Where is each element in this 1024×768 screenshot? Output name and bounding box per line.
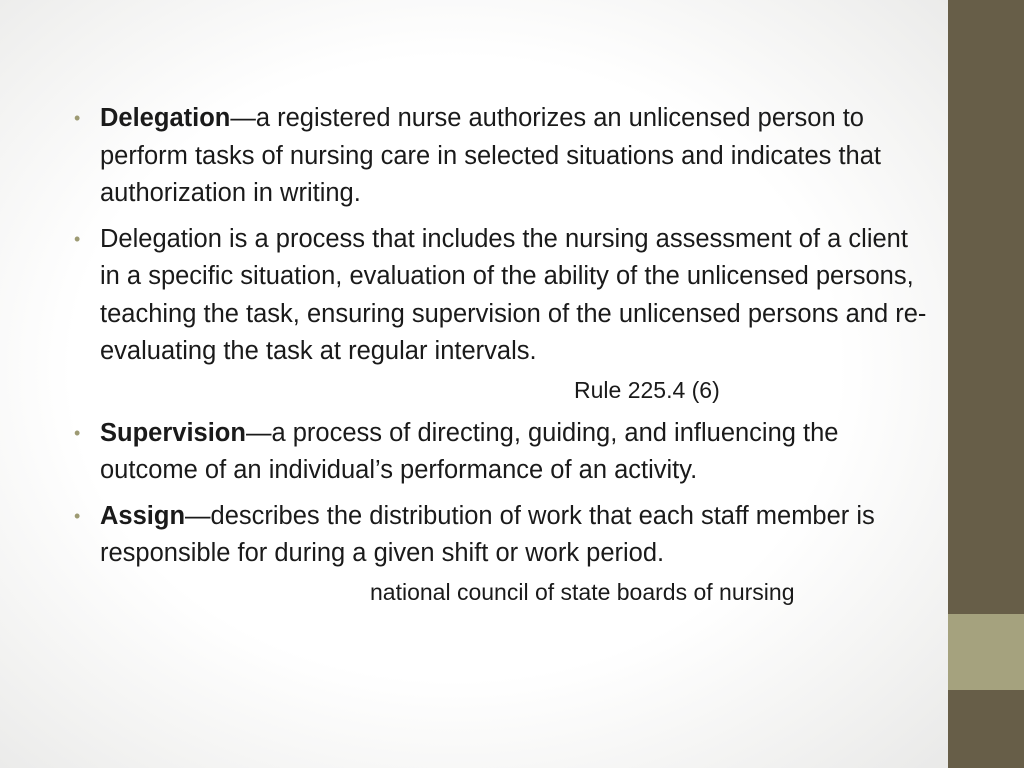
bullet-dot-icon: • (74, 505, 81, 526)
bullet-delegation-process (74, 221, 930, 371)
definition-text: —a registered nurse authorizes an unlicensed person to perform tasks of nursing care in selected situations and indicates that authorization in writing. (100, 104, 881, 207)
bullet-dot-icon: • (74, 422, 81, 443)
term-supervision: Supervision (100, 418, 246, 447)
rule-reference: Rule 225.4 (6) (574, 376, 720, 403)
definition-text: —describes the distribution of work that each staff member is responsible for during a given shift or work period. (100, 501, 875, 567)
definition-text: —a process of directing, guiding, and influencing the outcome of an individual’s performance of an activity. (100, 418, 839, 484)
term-assign: Assign (100, 501, 186, 530)
bullet-dot-icon: • (74, 108, 81, 128)
definition-text: Delegation is a process that includes the nursing assessment of a client in a specific situation, evaluation of the ability of the unlicensed persons, teaching the task, ensuring supervision of the unlicensed persons and re-evaluating the task at regular intervals. (100, 224, 927, 365)
bullet-assign-definition (74, 498, 930, 573)
bullet-dot-icon: • (74, 228, 81, 249)
side-bar-accent-block (948, 614, 1024, 690)
source-reference: national council of state boards of nursing (370, 578, 795, 605)
term-delegation: Delegation (100, 104, 231, 132)
bullet-supervision-definition (74, 415, 930, 490)
bullet-delegation-definition (74, 100, 930, 213)
slide-body (74, 100, 930, 607)
